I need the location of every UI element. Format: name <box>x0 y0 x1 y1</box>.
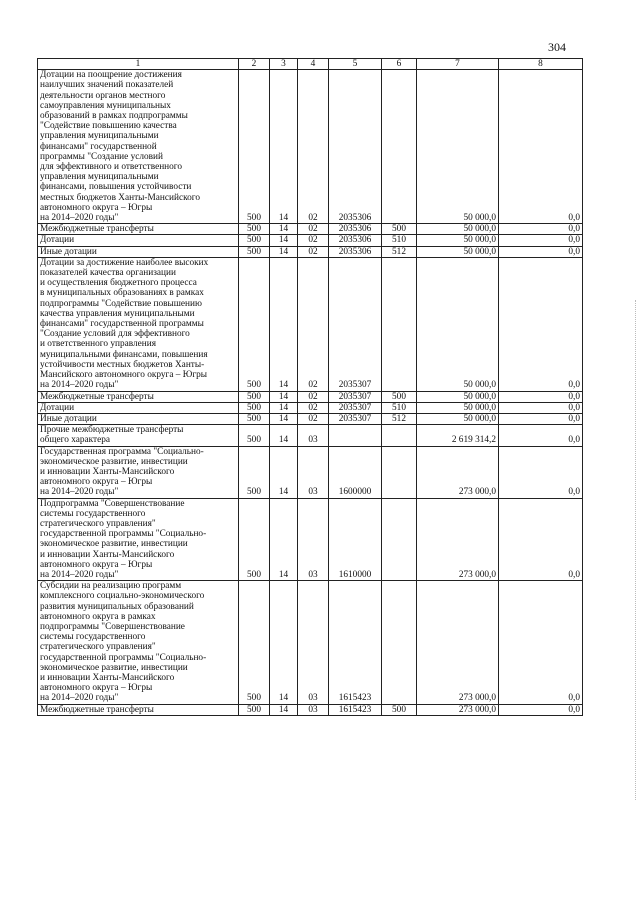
row-amount-cell: 273 000,0 <box>417 446 499 498</box>
row-subsection-cell: 02 <box>298 246 329 257</box>
table-row <box>38 257 583 391</box>
row-code-cell: 500 <box>239 446 270 498</box>
row-name-cell: Государственная программа "Социально- экономическое развитие, инвестиции и инновации Ханты-Мансийского автономного округа – Югры на 2014–2020 годы" <box>38 446 239 498</box>
row-section-cell: 14 <box>270 257 298 391</box>
row-value-cell: 0,0 <box>499 581 583 704</box>
table-row <box>38 704 583 715</box>
row-name-cell: Межбюджетные трансферты <box>38 704 239 715</box>
row-section-cell: 14 <box>270 235 298 246</box>
row-type-cell <box>382 70 417 224</box>
row-section-cell: 14 <box>270 413 298 424</box>
row-target-cell: 1615423 <box>329 704 382 715</box>
table-row <box>38 402 583 413</box>
row-name-cell: Иные дотации <box>38 413 239 424</box>
row-type-cell: 510 <box>382 235 417 246</box>
table-row <box>38 498 583 581</box>
header-cell: 8 <box>499 59 583 70</box>
row-value-cell: 0,0 <box>499 224 583 235</box>
row-value-cell: 0,0 <box>499 257 583 391</box>
row-subsection-cell: 03 <box>298 425 329 446</box>
row-type-cell: 500 <box>382 224 417 235</box>
row-code-cell: 500 <box>239 704 270 715</box>
table-row <box>38 391 583 402</box>
row-type-cell <box>382 425 417 446</box>
header-cell: 5 <box>329 59 382 70</box>
row-section-cell: 14 <box>270 704 298 715</box>
row-type-cell: 510 <box>382 402 417 413</box>
row-subsection-cell: 02 <box>298 413 329 424</box>
row-name-cell: Прочие межбюджетные трансферты общего характера <box>38 425 239 446</box>
row-subsection-cell: 02 <box>298 235 329 246</box>
row-target-cell <box>329 425 382 446</box>
row-type-cell <box>382 498 417 581</box>
row-name-cell: Дотации на поощрение достижения наилучших значений показателей деятельности органов местного самоуправления муниципальных образований в рамках подпрограммы "Содействие повышению качества управления муниципальными финансами" государственной программы "Создание условий для эффективного и ответственного управления муниципальными финансами, повышения устойчивости местных бюджетов Ханты-Мансийского автономного округа – Югры на 2014–2020 годы" <box>38 70 239 224</box>
header-cell: 2 <box>239 59 270 70</box>
row-code-cell: 500 <box>239 235 270 246</box>
row-type-cell: 512 <box>382 246 417 257</box>
row-type-cell: 512 <box>382 413 417 424</box>
row-value-cell: 0,0 <box>499 413 583 424</box>
table-row <box>38 224 583 235</box>
row-type-cell: 500 <box>382 391 417 402</box>
row-amount-cell: 273 000,0 <box>417 704 499 715</box>
row-name-cell: Дотации <box>38 235 239 246</box>
row-amount-cell: 50 000,0 <box>417 224 499 235</box>
budget-table-body <box>38 59 583 716</box>
row-amount-cell: 50 000,0 <box>417 257 499 391</box>
row-section-cell: 14 <box>270 498 298 581</box>
header-cell: 3 <box>270 59 298 70</box>
row-target-cell: 2035307 <box>329 257 382 391</box>
row-target-cell: 2035307 <box>329 413 382 424</box>
row-code-cell: 500 <box>239 498 270 581</box>
header-row <box>38 59 583 70</box>
row-name-cell: Дотации <box>38 402 239 413</box>
row-amount-cell: 50 000,0 <box>417 235 499 246</box>
table-row <box>38 446 583 498</box>
row-value-cell: 0,0 <box>499 425 583 446</box>
header-cell: 7 <box>417 59 499 70</box>
row-value-cell: 0,0 <box>499 235 583 246</box>
row-subsection-cell: 02 <box>298 70 329 224</box>
row-section-cell: 14 <box>270 246 298 257</box>
table-row <box>38 425 583 446</box>
row-subsection-cell: 02 <box>298 402 329 413</box>
table-row <box>38 70 583 224</box>
row-section-cell: 14 <box>270 70 298 224</box>
row-name-cell: Иные дотации <box>38 246 239 257</box>
row-section-cell: 14 <box>270 391 298 402</box>
header-cell: 1 <box>38 59 239 70</box>
row-code-cell: 500 <box>239 70 270 224</box>
row-amount-cell: 273 000,0 <box>417 581 499 704</box>
row-name-cell: Межбюджетные трансферты <box>38 224 239 235</box>
scan-edge-marks <box>631 300 636 800</box>
row-value-cell: 0,0 <box>499 498 583 581</box>
row-code-cell: 500 <box>239 413 270 424</box>
row-amount-cell: 50 000,0 <box>417 70 499 224</box>
table-row <box>38 246 583 257</box>
row-target-cell: 2035306 <box>329 224 382 235</box>
row-amount-cell: 50 000,0 <box>417 413 499 424</box>
row-subsection-cell: 02 <box>298 391 329 402</box>
row-value-cell: 0,0 <box>499 246 583 257</box>
row-target-cell: 1600000 <box>329 446 382 498</box>
row-code-cell: 500 <box>239 425 270 446</box>
row-value-cell: 0,0 <box>499 70 583 224</box>
row-code-cell: 500 <box>239 224 270 235</box>
row-target-cell: 2035307 <box>329 402 382 413</box>
row-type-cell <box>382 581 417 704</box>
row-amount-cell: 50 000,0 <box>417 391 499 402</box>
row-subsection-cell: 02 <box>298 224 329 235</box>
row-type-cell <box>382 446 417 498</box>
row-subsection-cell: 03 <box>298 704 329 715</box>
row-subsection-cell: 03 <box>298 498 329 581</box>
page-number: 304 <box>548 40 566 54</box>
table-row <box>38 235 583 246</box>
row-target-cell: 2035307 <box>329 391 382 402</box>
row-name-cell: Межбюджетные трансферты <box>38 391 239 402</box>
row-value-cell: 0,0 <box>499 446 583 498</box>
row-subsection-cell: 03 <box>298 446 329 498</box>
row-section-cell: 14 <box>270 446 298 498</box>
row-name-cell: Дотации за достижение наиболее высоких показателей качества организации и осуществления бюджетного процесса в муниципальных образованиях в рамках подпрограммы "Содействие повышению качества управления муниципальными финансами" государственной программы "Создание условий для эффективного и ответственного управления муниципальными финансами, повышения устойчивости местных бюджетов Ханты- Мансийского автономного округа – Югры на 2014–2020 годы" <box>38 257 239 391</box>
table-row <box>38 581 583 704</box>
row-code-cell: 500 <box>239 257 270 391</box>
row-code-cell: 500 <box>239 402 270 413</box>
row-name-cell: Подпрограмма "Совершенствование системы государственного стратегического управления" государственной программы "Социально- экономическое развитие, инвестиции и инновации Ханты-Мансийского автономного округа – Югры на 2014–2020 годы" <box>38 498 239 581</box>
row-subsection-cell: 03 <box>298 581 329 704</box>
row-code-cell: 500 <box>239 581 270 704</box>
row-amount-cell: 50 000,0 <box>417 402 499 413</box>
row-code-cell: 500 <box>239 391 270 402</box>
row-target-cell: 1610000 <box>329 498 382 581</box>
row-subsection-cell: 02 <box>298 257 329 391</box>
row-section-cell: 14 <box>270 224 298 235</box>
row-type-cell: 500 <box>382 704 417 715</box>
row-value-cell: 0,0 <box>499 704 583 715</box>
row-target-cell: 1615423 <box>329 581 382 704</box>
row-type-cell <box>382 257 417 391</box>
header-cell: 6 <box>382 59 417 70</box>
row-section-cell: 14 <box>270 425 298 446</box>
row-section-cell: 14 <box>270 402 298 413</box>
row-amount-cell: 273 000,0 <box>417 498 499 581</box>
row-amount-cell: 50 000,0 <box>417 246 499 257</box>
header-cell: 4 <box>298 59 329 70</box>
row-target-cell: 2035306 <box>329 235 382 246</box>
budget-table <box>37 58 583 716</box>
row-code-cell: 500 <box>239 246 270 257</box>
row-amount-cell: 2 619 314,2 <box>417 425 499 446</box>
table-row <box>38 413 583 424</box>
row-target-cell: 2035306 <box>329 70 382 224</box>
row-name-cell: Субсидии на реализацию программ комплексного социально-экономического развития муниципальных образований автономного округа в рамках подпрограммы "Совершенствование системы государственного стратегического управления" государственной программы "Социально- экономическое развитие, инвестиции и инновации Ханты-Мансийского автономного округа – Югры на 2014–2020 годы" <box>38 581 239 704</box>
row-target-cell: 2035306 <box>329 246 382 257</box>
row-value-cell: 0,0 <box>499 391 583 402</box>
row-section-cell: 14 <box>270 581 298 704</box>
row-value-cell: 0,0 <box>499 402 583 413</box>
